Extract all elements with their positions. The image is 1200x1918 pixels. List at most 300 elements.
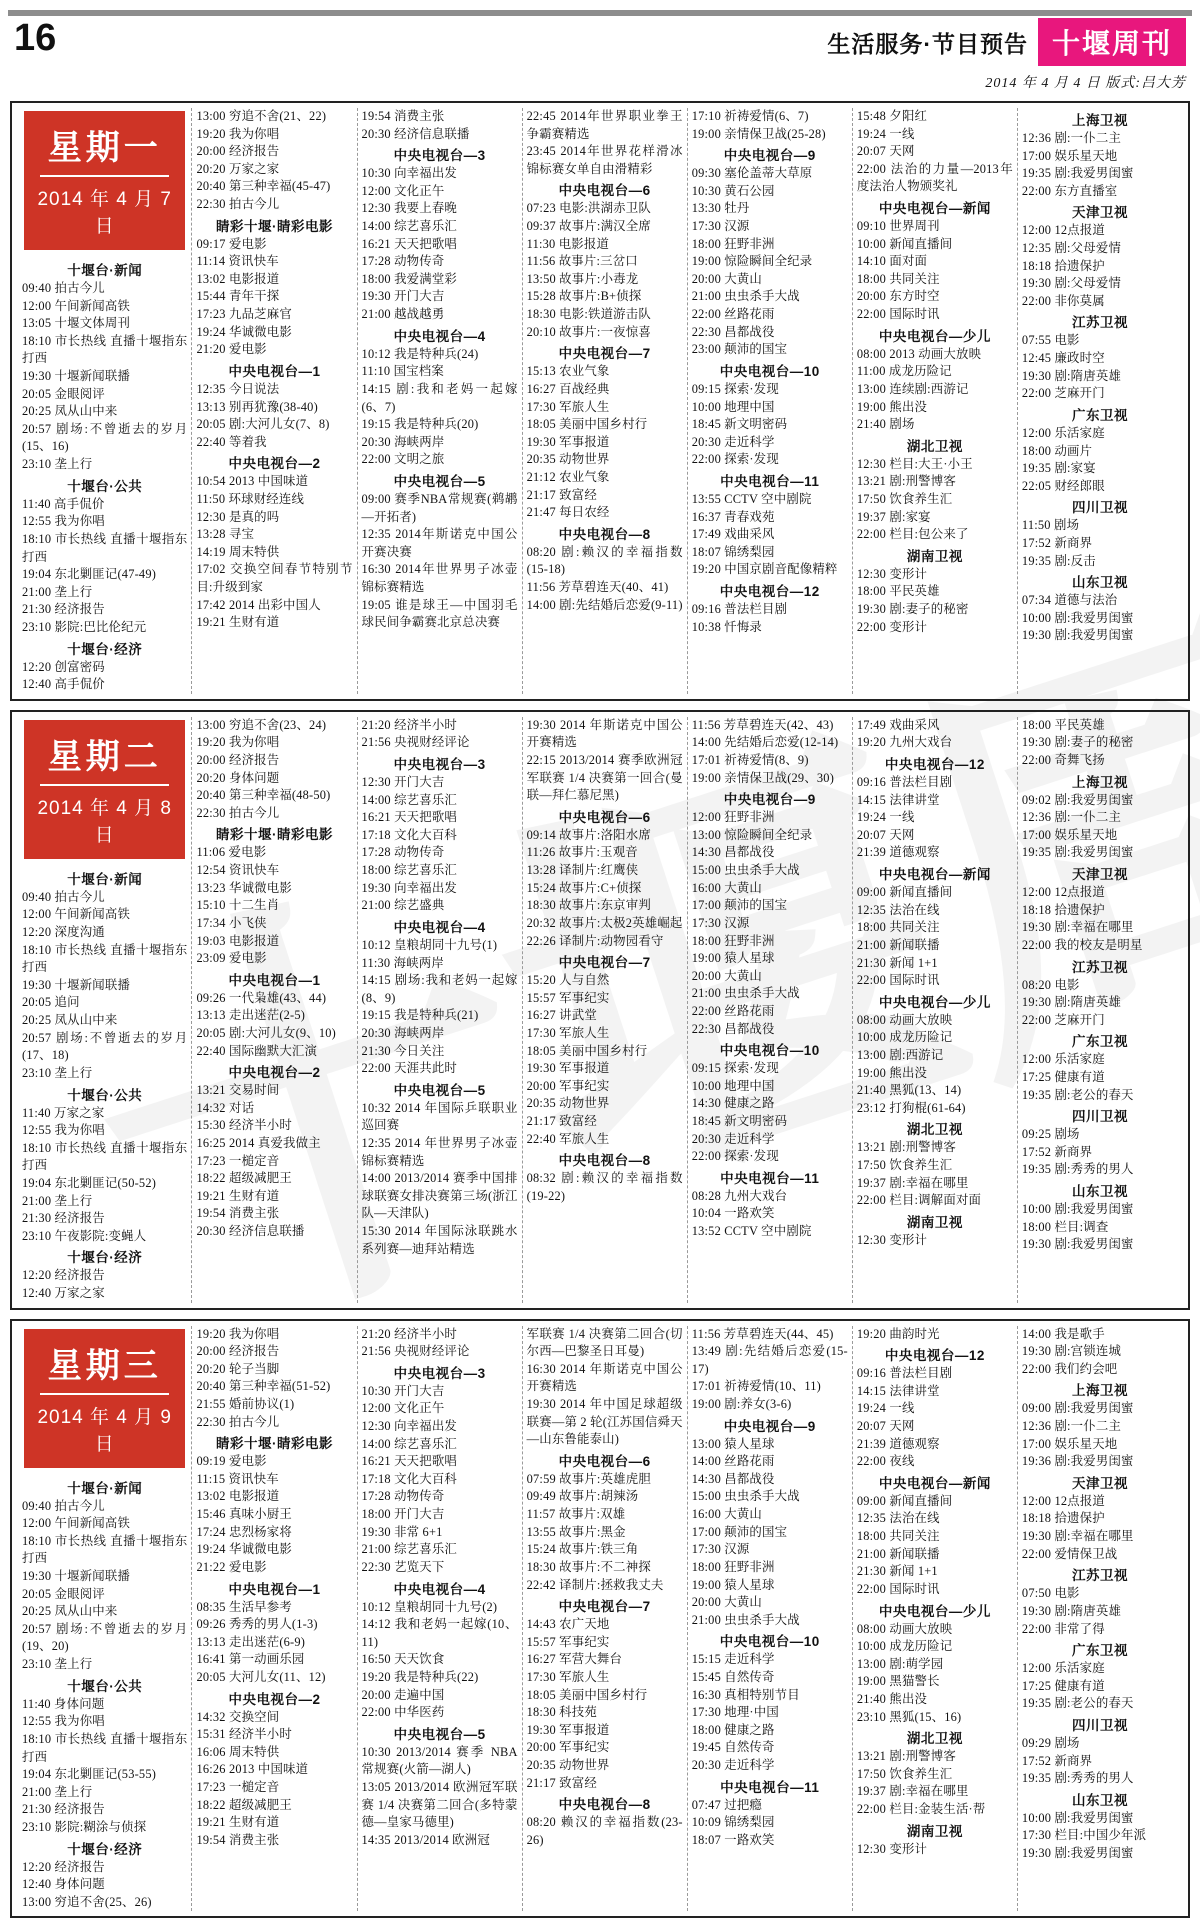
program-item: 19:20 九州大戏台 xyxy=(856,735,953,750)
program-item: 19:00 剧:养女(3-6) xyxy=(691,1397,792,1412)
listing-column xyxy=(687,717,852,1303)
program-item: 13:52 CCTV 空中剧院 xyxy=(691,1224,812,1239)
program-item: 10:00 剧:我爱男闺蜜 xyxy=(1021,1810,1134,1825)
program-item: 22:00 爱情保卫战 xyxy=(1021,1546,1118,1561)
program-item: 10:04 一路欢笑 xyxy=(691,1206,775,1221)
program-item: 14:30 昌都战役 xyxy=(691,845,775,860)
program-item: 20:05 剧:大河儿女(7、8) xyxy=(196,417,330,432)
program-item: 14:00 综艺喜乐汇 xyxy=(361,219,458,234)
program-item: 22:26 译制片:动物园看守 xyxy=(526,933,664,948)
program-item: 15:44 青年干探 xyxy=(196,289,280,304)
program-item: 09:00 新闻直播间 xyxy=(856,1493,953,1508)
program-item: 21:39 道德观察 xyxy=(856,845,940,860)
program-item: 21:56 央视财经评论 xyxy=(361,1344,470,1359)
program-item: 22:00 法治的力量—2013年度法治人物颁奖礼 xyxy=(856,161,1013,194)
program-item: 21:30 经济报告 xyxy=(22,602,105,617)
program-item: 19:24 一线 xyxy=(856,810,915,825)
program-item: 19:30 军事报道 xyxy=(526,434,610,449)
program-item: 17:28 动物传奇 xyxy=(361,1489,445,1504)
program-item: 20:32 故事片:太极2英雄崛起 xyxy=(526,915,683,930)
channel-header: 十堰台·新闻 xyxy=(67,263,143,278)
program-item: 14:30 昌都战役 xyxy=(691,1471,775,1486)
program-item: 15:57 军事纪实 xyxy=(526,1634,610,1649)
program-item: 09:00 新闻直播间 xyxy=(856,885,953,900)
program-item: 12:00 12点报道 xyxy=(1021,223,1106,238)
program-item: 09:40 拍古今儿 xyxy=(22,889,105,904)
program-item: 11:30 海峡两岸 xyxy=(361,955,444,970)
channel-header: 中央电视台—3 xyxy=(393,1365,486,1381)
program-item: 22:00 探索·发现 xyxy=(691,452,779,467)
program-item: 21:17 致富经 xyxy=(526,487,597,502)
program-item: 20:00 军事纪实 xyxy=(526,1078,610,1093)
channel-header: 睛彩十堰·睛彩电影 xyxy=(216,827,333,843)
program-item: 11:56 故事片:三岔口 xyxy=(526,254,638,269)
program-item: 11:50 剧场 xyxy=(1021,518,1080,533)
program-item: 09:14 故事片:洛阳水席 xyxy=(526,827,651,842)
program-item: 18:00 平民英雄 xyxy=(856,584,940,599)
program-item: 13:49 剧:先结婚后恋爱(15-17) xyxy=(691,1344,848,1376)
section-label: 生活服务·节目预告 xyxy=(827,30,1028,57)
channel-header: 睛彩十堰·睛彩电影 xyxy=(216,218,333,234)
program-item: 21:20 经济半小时 xyxy=(361,717,458,732)
program-item: 19:20 我是特种兵(22) xyxy=(361,1669,479,1684)
program-item: 10:12 皇粮胡同十九号(1) xyxy=(361,937,498,952)
program-item: 19:35 剧:老公的春天 xyxy=(1021,1087,1134,1102)
program-item: 17:34 小飞侠 xyxy=(196,915,267,930)
program-item: 12:20 深度沟通 xyxy=(22,925,105,940)
program-item: 09:25 剧场 xyxy=(1021,1127,1080,1142)
program-item: 09:16 普法栏目剧 xyxy=(856,1366,953,1381)
program-item: 16:30 2014年世界男子冰壶锦标赛精选 xyxy=(361,562,518,595)
channel-header: 中央电视台—5 xyxy=(393,473,486,489)
program-item: 19:30 剧:宫锁连城 xyxy=(1021,1344,1122,1359)
program-item: 14:19 周末特供 xyxy=(196,544,280,559)
program-item: 11:14 资讯快车 xyxy=(196,254,279,269)
program-item: 09:30 塞伦盖蒂大草原 xyxy=(691,166,813,181)
program-item: 21:40 熊出没 xyxy=(856,1691,928,1706)
channel-header: 湖北卫视 xyxy=(906,1731,963,1747)
program-item: 14:00 综艺喜乐汇 xyxy=(361,792,458,807)
program-item: 22:30 艺览天下 xyxy=(361,1559,445,1574)
program-item: 10:00 新闻直播间 xyxy=(856,236,953,251)
program-item: 17:23 九品芝麻官 xyxy=(196,307,292,322)
program-item: 20:07 天网 xyxy=(856,827,915,842)
program-item: 19:37 剧:幸福在哪里 xyxy=(856,1784,969,1799)
program-item: 13:30 牡丹 xyxy=(691,201,750,216)
program-item: 12:36 剧:一仆二主 xyxy=(1021,131,1122,145)
program-item: 13:00 穷追不舍(23、24) xyxy=(196,717,327,732)
program-item: 18:10 市长热线 直播十堰指东打西 xyxy=(22,1533,188,1566)
program-item: 12:35 2014 年世界男子冰壶锦标赛精选 xyxy=(361,1135,518,1168)
program-item: 22:00 芝麻开门 xyxy=(1021,1012,1105,1027)
program-item: 14:15 法律讲堂 xyxy=(856,792,940,807)
program-item: 17:00 娱乐星天地 xyxy=(1021,827,1118,842)
program-item: 15:45 自然传奇 xyxy=(691,1669,775,1684)
program-item: 17:18 文化大百科 xyxy=(361,827,458,842)
program-item: 18:00 我爱满堂彩 xyxy=(361,271,458,286)
program-item: 19:00 熊出没 xyxy=(856,399,928,414)
program-item: 21:00 虫虫杀手大战 xyxy=(691,1612,800,1627)
program-item: 22:00 丝路花雨 xyxy=(691,307,775,322)
program-item: 18:10 市长热线 直播十堰指东打西 xyxy=(22,1140,188,1173)
program-item: 14:43 农广天地 xyxy=(526,1617,610,1632)
channel-header: 中央电视台—8 xyxy=(558,1797,651,1813)
program-item: 20:10 故事片:一夜惊喜 xyxy=(526,324,651,339)
program-item: 15:48 夕阳红 xyxy=(856,109,928,123)
program-item: 16:00 大黄山 xyxy=(691,1507,763,1522)
day-card-divider xyxy=(40,784,169,786)
program-item: 12:00 文化正午 xyxy=(361,183,445,198)
program-item: 17:28 动物传奇 xyxy=(361,845,445,860)
program-item: 19:54 消费主张 xyxy=(196,1206,280,1221)
program-item: 18:05 美丽中国乡村行 xyxy=(526,1687,648,1702)
program-item: 17:00 娱乐星天地 xyxy=(1021,1436,1118,1451)
program-item: 13:00 猿人星球 xyxy=(691,1436,775,1451)
channel-header: 中央电视台—新闻 xyxy=(878,867,991,883)
program-item: 10:32 2014 年国际乒联职业巡回赛 xyxy=(361,1100,518,1133)
program-item: 20:00 东方时空 xyxy=(856,289,940,304)
program-item: 22:00 东方直播室 xyxy=(1021,183,1118,198)
channel-header: 中央电视台—4 xyxy=(393,328,486,344)
program-item: 19:21 生财有道 xyxy=(196,615,280,630)
program-item: 13:00 剧:萌学园 xyxy=(856,1656,944,1671)
program-item: 17:30 军旅人生 xyxy=(526,1669,610,1684)
channel-header: 中央电视台—3 xyxy=(393,148,486,164)
program-item: 20:07 天网 xyxy=(856,144,915,159)
program-item: 10:12 我是特种兵(24) xyxy=(361,346,479,361)
program-item: 18:00 开门大吉 xyxy=(361,1507,445,1522)
program-item: 19:24 一线 xyxy=(856,126,915,141)
program-item: 20:20 身体问题 xyxy=(196,770,280,785)
program-item: 15:30 经济半小时 xyxy=(196,1118,292,1133)
program-item: 15:30 2014 年国际泳联跳水系列赛—迪拜站精选 xyxy=(361,1224,518,1256)
program-item: 21:56 央视财经评论 xyxy=(361,735,470,750)
program-item: 22:45 2014年世界职业拳王争霸赛精选 xyxy=(526,109,683,141)
channel-header: 中央电视台—11 xyxy=(720,1779,820,1795)
program-item: 18:18 拾遗保护 xyxy=(1021,258,1105,273)
program-item: 15:00 虫虫杀手大战 xyxy=(691,863,800,878)
program-item: 16:27 讲武堂 xyxy=(526,1008,597,1023)
program-item: 12:40 身体问题 xyxy=(22,1877,105,1892)
program-item: 19:35 剧:反击 xyxy=(1021,553,1096,568)
channel-header: 江苏卫视 xyxy=(1071,1568,1128,1584)
program-item: 12:00 午间新闻高铁 xyxy=(22,1516,131,1531)
program-item: 14:35 2013/2014 欧洲冠 xyxy=(361,1832,490,1847)
program-item: 22:40 军旅人生 xyxy=(526,1131,610,1146)
program-item: 20:00 大黄山 xyxy=(691,1595,763,1610)
channel-header: 中央电视台—4 xyxy=(393,1581,486,1597)
channel-header: 中央电视台—6 xyxy=(558,809,651,825)
program-item: 21:00 虫虫杀手大战 xyxy=(691,986,800,1001)
channel-header: 湖南卫视 xyxy=(906,1214,963,1230)
program-item: 21:22 爱电影 xyxy=(196,1559,267,1574)
program-item: 13:28 译制片:红鹰侠 xyxy=(526,863,639,878)
program-item: 19:35 剧:我爱男闺蜜 xyxy=(1021,845,1134,860)
program-item: 21:17 致富经 xyxy=(526,1775,597,1790)
program-item: 19:35 剧:老公的春天 xyxy=(1021,1696,1134,1711)
program-item: 12:30 是真的吗 xyxy=(196,509,280,524)
program-item: 18:45 新文明密码 xyxy=(691,417,788,432)
program-item: 19:24 华诚微电影 xyxy=(196,1542,292,1557)
channel-header: 中央电视台—2 xyxy=(228,456,321,472)
program-item: 18:00 共同关注 xyxy=(856,920,940,935)
program-item: 19:37 剧:家宴 xyxy=(856,509,931,524)
program-item: 22:00 国际时讯 xyxy=(856,307,940,322)
program-item: 12:30 开门大吉 xyxy=(361,775,445,790)
program-item: 10:30 2013/2014 赛季 NBA 常规赛(火箭—湖人) xyxy=(361,1744,518,1777)
program-item: 18:05 美丽中国乡村行 xyxy=(526,417,648,432)
program-item: 12:35 法治在线 xyxy=(856,1511,940,1526)
program-item: 10:00 剧:我爱男闺蜜 xyxy=(1021,610,1134,625)
program-item: 09:40 拍古今儿 xyxy=(22,1498,105,1513)
channel-header: 广东卫视 xyxy=(1071,407,1128,423)
program-item: 13:13 走出迷茫(2-5) xyxy=(196,1008,306,1023)
program-item: 12:35 法治在线 xyxy=(856,902,940,917)
channel-header: 中央电视台—少儿 xyxy=(878,994,991,1010)
program-item: 19:15 我是特种兵(20) xyxy=(361,417,479,432)
channel-header: 十堰台·公共 xyxy=(67,1678,143,1694)
program-item: 13:05 2013/2014 欧洲冠军联赛 1/4 决赛第二回合(多特蒙德—皇家马德里) xyxy=(361,1780,518,1830)
program-item: 19:21 生财有道 xyxy=(196,1815,280,1830)
program-item: 19:54 消费主张 xyxy=(196,1832,280,1847)
program-item: 09:16 普法栏目剧 xyxy=(856,775,953,790)
program-item: 10:00 地理中国 xyxy=(691,1078,775,1093)
program-item: 21:20 经济半小时 xyxy=(361,1326,458,1341)
program-item: 14:15 剧场:我和老妈一起嫁(8、9) xyxy=(361,973,518,1005)
program-item: 19:21 生财有道 xyxy=(196,1188,280,1203)
program-item: 20:00 大黄山 xyxy=(691,968,763,983)
program-item: 23:10 影院:巴比伦纪元 xyxy=(22,619,147,634)
program-item: 19:24 华诚微电影 xyxy=(196,324,292,339)
program-item: 18:30 故事片:东京审判 xyxy=(526,898,651,913)
program-item: 12:00 午间新闻高铁 xyxy=(22,298,131,313)
program-item: 20:00 大黄山 xyxy=(691,271,763,286)
program-item: 22:00 国际时讯 xyxy=(856,1581,940,1596)
program-item: 10:30 黄石公园 xyxy=(691,183,775,198)
program-item: 12:20 创富密码 xyxy=(22,659,105,674)
program-item: 19:03 电影报道 xyxy=(196,933,280,948)
program-item: 08:00 动画大放映 xyxy=(856,1621,953,1636)
channel-header: 中央电视台—11 xyxy=(720,473,820,489)
program-item: 20:35 动物世界 xyxy=(526,1096,610,1111)
program-item: 22:00 栏目:调解面对面 xyxy=(856,1193,982,1208)
channel-header: 中央电视台—3 xyxy=(393,757,486,773)
program-item: 11:56 芳草碧连天(40、41) xyxy=(526,580,669,595)
program-item: 12:30 栏目:大王·小王 xyxy=(856,456,973,471)
program-item: 19:54 消费主张 xyxy=(361,109,445,123)
program-item: 13:13 走出迷茫(6-9) xyxy=(196,1634,306,1649)
program-item: 21:00 综艺盛典 xyxy=(361,898,445,913)
program-item: 20:30 经济信息联播 xyxy=(196,1224,305,1239)
program-item: 08:20 剧:赖汉的幸福指数(15-18) xyxy=(526,544,683,577)
program-item: 07:34 道德与法治 xyxy=(1021,593,1118,608)
program-item: 11:40 万家之家 xyxy=(22,1105,105,1120)
program-item: 20:00 军事纪实 xyxy=(526,1740,610,1755)
issue-date-line: 2014 年 4 月 4 日 版式:吕大芳 xyxy=(985,76,1186,91)
program-item: 19:30 军事报道 xyxy=(526,1722,610,1737)
program-item: 19:05 谁是球王—中国羽毛球民间争霸赛北京总决赛 xyxy=(361,597,518,630)
program-item: 20:00 经济报告 xyxy=(196,753,280,768)
channel-header: 中央电视台—5 xyxy=(393,1726,486,1742)
program-item: 11:40 身体问题 xyxy=(22,1696,105,1711)
program-item: 09:15 探索·发现 xyxy=(691,381,779,396)
program-item: 22:00 国际时讯 xyxy=(856,973,940,988)
program-item: 17:25 健康有道 xyxy=(1021,1069,1105,1084)
channel-header: 天津卫视 xyxy=(1071,867,1128,883)
program-item: 17:52 新商界 xyxy=(1021,1753,1093,1768)
program-item: 12:00 乐活家庭 xyxy=(1021,1052,1105,1067)
channel-header: 中央电视台—9 xyxy=(723,1418,816,1434)
program-item: 19:30 十堰新闻联播 xyxy=(22,977,131,992)
listing-column xyxy=(1017,108,1182,694)
program-item: 09:29 剧场 xyxy=(1021,1735,1080,1750)
program-item: 12:30 变形计 xyxy=(856,1841,928,1856)
program-item: 17:02 交换空间春节特别节目:升级到家 xyxy=(196,562,353,595)
program-item: 19:30 剧:幸福在哪里 xyxy=(1021,1529,1134,1544)
program-item: 17:50 饮食养生汇 xyxy=(856,1157,953,1172)
program-item: 21:20 爱电影 xyxy=(196,342,267,357)
program-item: 18:00 狂野非洲 xyxy=(691,1559,775,1574)
program-item: 19:00 亲情保卫战(29、30) xyxy=(691,770,835,785)
program-item: 12:30 我要上春晚 xyxy=(361,201,458,216)
program-item: 11:06 爱电影 xyxy=(196,845,267,860)
channel-header: 中央电视台—9 xyxy=(723,148,816,164)
channel-header: 十堰台·新闻 xyxy=(67,871,143,887)
day-section-2 xyxy=(10,710,1190,1310)
program-item: 07:50 电影 xyxy=(1021,1586,1080,1601)
program-item: 17:10 祈祷爱情(6、7) xyxy=(691,109,809,123)
program-item: 20:20 轮子当脚 xyxy=(196,1361,280,1376)
program-item: 12:40 万家之家 xyxy=(22,1285,105,1300)
program-item: 17:30 地理·中国 xyxy=(691,1705,779,1720)
program-item: 12:35 2014年斯诺克中国公开赛决赛 xyxy=(361,527,518,559)
channel-header: 中央电视台—1 xyxy=(228,972,321,988)
channel-header: 江苏卫视 xyxy=(1071,959,1128,975)
program-item: 13:21 剧:刑警博客 xyxy=(856,474,956,489)
program-item: 10:30 开门大吉 xyxy=(361,1383,445,1398)
program-item: 17:30 汉源 xyxy=(691,1542,750,1557)
program-item: 12:40 高手侃价 xyxy=(22,677,105,692)
program-item: 19:20 我为你唱 xyxy=(196,735,280,750)
program-item: 19:30 军事报道 xyxy=(526,1061,610,1076)
channel-header: 天津卫视 xyxy=(1071,205,1128,221)
program-item: 10:00 地理中国 xyxy=(691,399,775,414)
listing-column xyxy=(18,717,191,1303)
program-item: 12:00 午间新闻高铁 xyxy=(22,907,131,922)
program-item: 12:36 剧:一仆二主 xyxy=(1021,810,1122,825)
program-item: 20:07 天网 xyxy=(856,1419,915,1434)
program-item: 11:00 成龙历险记 xyxy=(856,364,952,379)
program-item: 20:35 动物世界 xyxy=(526,452,610,467)
program-item: 21:47 每日农经 xyxy=(526,505,610,520)
program-item: 11:56 芳草碧连天(44、45) xyxy=(691,1326,834,1341)
program-item: 17:30 汉源 xyxy=(691,915,750,930)
program-item: 15:57 军事纪实 xyxy=(526,990,610,1005)
listing-column xyxy=(852,1326,1017,1912)
program-item: 09:16 普法栏目剧 xyxy=(691,602,788,617)
program-item: 23:10 黑狐(15、16) xyxy=(856,1709,962,1724)
channel-header: 中央电视台—新闻 xyxy=(878,201,991,217)
program-item: 21:00 综艺喜乐汇 xyxy=(361,1542,458,1557)
program-item: 18:10 市长热线 直播十堰指东打西 xyxy=(22,531,188,564)
channel-header: 中央电视台—7 xyxy=(558,1599,651,1615)
program-item: 07:55 电影 xyxy=(1021,333,1080,348)
listing-column xyxy=(522,108,687,694)
program-item: 19:00 猿人星球 xyxy=(691,1577,775,1592)
program-item: 08:35 生活早参考 xyxy=(196,1599,292,1614)
program-item: 14:15 剧:我和老妈一起嫁(6、7) xyxy=(361,381,518,414)
program-item: 08:28 九州大戏台 xyxy=(691,1188,788,1203)
channel-header: 湖南卫视 xyxy=(906,1823,963,1839)
program-item: 11:15 资讯快车 xyxy=(196,1471,279,1486)
program-item: 17:50 饮食养生汇 xyxy=(856,1766,953,1781)
program-item: 08:32 剧:赖汉的幸福指数(19-22) xyxy=(526,1171,683,1203)
program-item: 13:23 华诚微电影 xyxy=(196,880,292,895)
program-item: 17:30 栏目:中国少年派 xyxy=(1021,1828,1147,1843)
program-item: 21:30 经济报告 xyxy=(22,1211,105,1226)
program-item: 10:12 皇粮胡同十九号(2) xyxy=(361,1599,498,1614)
listing-column xyxy=(191,108,356,694)
program-item: 20:40 第三种幸福(45-47) xyxy=(196,179,331,194)
program-item: 12:20 经济报告 xyxy=(22,1268,105,1283)
program-item: 10:09 锦绣梨园 xyxy=(691,1815,775,1830)
listing-column xyxy=(191,717,356,1303)
program-item: 18:00 动画片 xyxy=(1021,443,1093,458)
program-item: 14:00 综艺喜乐汇 xyxy=(361,1436,458,1451)
program-item: 20:05 金眼阅评 xyxy=(22,1586,105,1601)
program-item: 22:00 栏目:包公来了 xyxy=(856,527,969,542)
program-item: 21:00 越战越勇 xyxy=(361,307,445,322)
program-item: 19:30 十堰新闻联播 xyxy=(22,1569,131,1584)
listing-column xyxy=(357,108,522,694)
program-item: 22:00 夜线 xyxy=(856,1454,915,1469)
program-item: 20:00 经济报告 xyxy=(196,1344,280,1359)
channel-header: 中央电视台—5 xyxy=(393,1082,486,1098)
program-item: 21:30 新闻 1+1 xyxy=(856,1564,938,1579)
program-item: 15:00 虫虫杀手大战 xyxy=(691,1489,800,1504)
program-item: 11:56 芳草碧连天(42、43) xyxy=(691,717,834,732)
program-item: 19:20 曲韵时光 xyxy=(856,1326,940,1341)
program-item: 19:30 开门大吉 xyxy=(361,289,445,304)
listing-column xyxy=(852,108,1017,694)
program-item: 19:04 东北剿匪记(50-52) xyxy=(22,1175,157,1190)
program-item: 20:30 走近科学 xyxy=(691,1131,775,1146)
day-date: 2014 年 4 月 8 日 xyxy=(37,797,172,846)
program-item: 18:00 共同关注 xyxy=(856,271,940,286)
program-item: 12:55 我为你唱 xyxy=(22,1123,105,1138)
channel-header: 中央电视台—10 xyxy=(719,1634,820,1650)
program-item: 17:18 文化大百科 xyxy=(361,1471,458,1486)
channel-header: 山东卫视 xyxy=(1071,575,1128,591)
channel-header: 中央电视台—12 xyxy=(884,757,985,773)
program-item: 12:55 我为你唱 xyxy=(22,514,105,529)
program-item: 19:30 剧:我爱男闺蜜 xyxy=(1021,1846,1134,1860)
channel-header: 中央电视台—12 xyxy=(719,584,820,600)
channel-header: 中央电视台—12 xyxy=(884,1348,985,1364)
program-item: 22:30 昌都战役 xyxy=(691,324,775,339)
program-item: 23:12 打狗棍(61-64) xyxy=(856,1100,966,1115)
program-item: 18:00 共同关注 xyxy=(856,1529,940,1544)
program-item: 19:30 剧:妻子的秘密 xyxy=(856,602,969,617)
program-item: 19:04 东北剿匪记(53-55) xyxy=(22,1767,157,1782)
program-item: 17:49 戏曲采风 xyxy=(691,527,775,542)
channel-header: 中央电视台—11 xyxy=(720,1170,820,1186)
program-item: 22:00 非常了得 xyxy=(1021,1621,1105,1636)
program-item: 19:30 剧:幸福在哪里 xyxy=(1021,920,1134,935)
channel-header: 中央电视台—8 xyxy=(558,526,651,542)
channel-header: 中央电视台—少儿 xyxy=(878,328,991,344)
program-item: 15:20 人与自然 xyxy=(526,973,610,988)
